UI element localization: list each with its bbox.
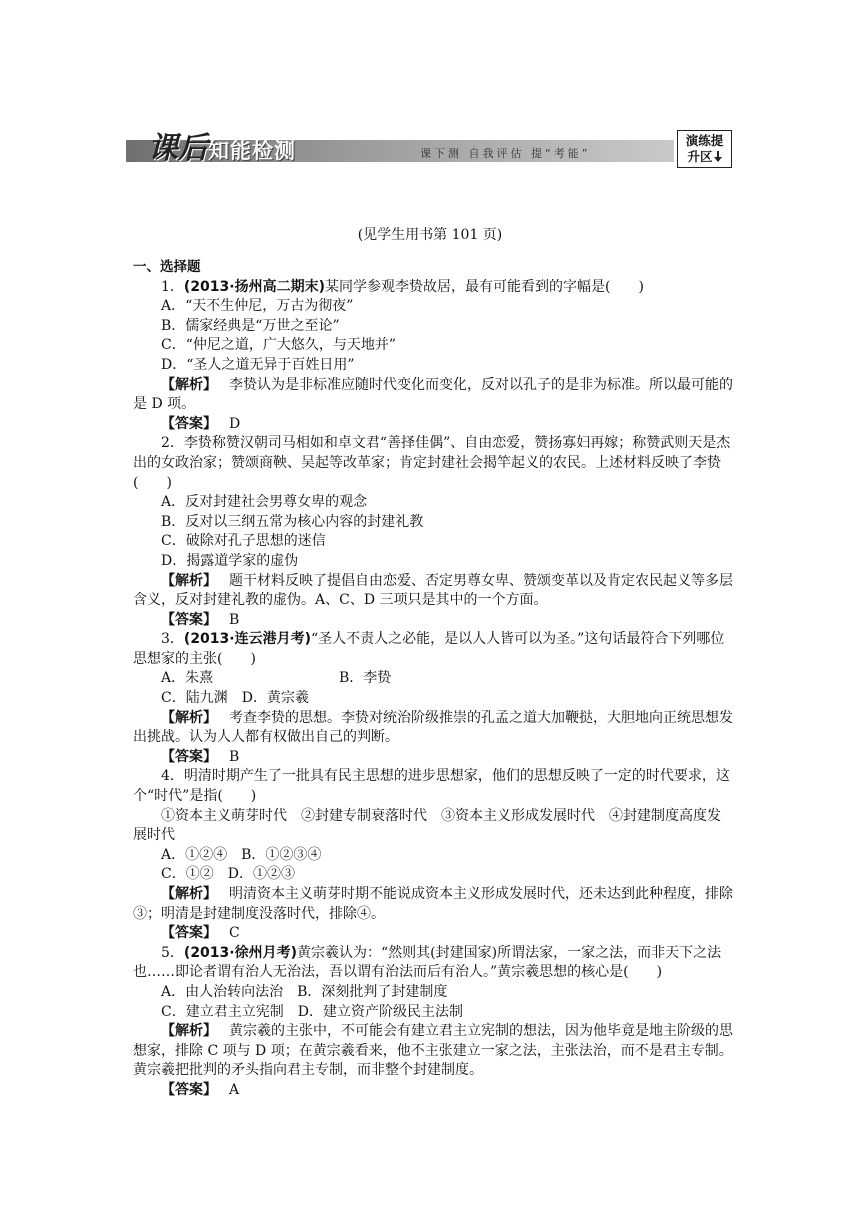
option: B．反对以三纲五常为核心内容的封建礼教 [161, 513, 424, 530]
banner-title-rest: 知能检测 [208, 139, 296, 163]
option: A．反对封建社会男尊女卑的观念 [161, 494, 368, 511]
section-banner [126, 130, 734, 168]
option: D．“圣人之道无异于百姓日用” [161, 356, 355, 373]
arrow-down-icon [714, 151, 722, 162]
answer: 【答案】 B [161, 611, 240, 628]
answer: 【答案】 B [161, 748, 240, 765]
banner-box-line2: 升区 [678, 149, 731, 165]
question-source: (2013·徐州月考) [183, 944, 298, 961]
option: C．破除对孔子思想的迷信 [161, 533, 326, 550]
answer: 【答案】 D [161, 415, 241, 432]
question-statements: ①资本主义萌芽时代 ②封建专制衰落时代 ③资本主义形成发展时代 ④封建制度高度发展时代 [133, 807, 721, 844]
option: B．儒家经典是“万世之至论” [161, 317, 340, 334]
analysis: 【解析】 题干材料反映了提倡自由恋爱、否定男尊女卑、赞颂变革以及肯定农民起义等多层含义，反对封建礼教的虚伪。A、C、D 三项只是其中的一个方面。 [133, 572, 733, 609]
analysis: 【解析】 考查李贽的思想。李贽对统治阶级推崇的孔孟之道大加鞭挞，大胆地向正统思想发出挑战。认为人人都有权做出自己的判断。 [133, 709, 733, 746]
option-row: C．建立君主立宪制 D．建立资产阶级民主法制 [161, 1003, 463, 1020]
banner-subtitle: 课下测 自我评估 提“考能” [420, 147, 591, 160]
question-1: 1．(2013·扬州高二期末)某同学参观李贽故居，最有可能看到的字幅是( ) [161, 278, 644, 295]
reference-note: (见学生用书第 101 页) [357, 227, 503, 243]
question-2: 2．李贽称赞汉朝司马相如和卓文君“善择佳偶”、自由恋爱，赞扬寡妇再嫁；称赞武则天是杰出的女政治家；赞颂商鞅、吴起等改革家；肯定封建社会揭竿起义的农民。上述材料反映了李贽( ) [133, 435, 731, 491]
analysis: 【解析】 黄宗羲的主张中，不可能会有建立君主立宪制的想法，因为他毕竟是地主阶级的思想家，排除 C 项与 D 项；在黄宗羲看来，他不主张建立一家之法，主张法治，而不是君主专制。黄宗羲把批判的矛头指向君主专制，而非整个封建制度。 [133, 1023, 733, 1079]
analysis: 【解析】 李贽认为是非标准应随时代变化而变化，反对以孔子的是非为标准。所以最可能的是 D 项。 [133, 376, 733, 413]
question-list [133, 258, 733, 1101]
option-row: A．①②④ B．①②③④ [161, 846, 322, 863]
question-source: (2013·扬州高二期末) [183, 278, 326, 295]
option-row: A．由人治转向法治 B．深刻批判了封建制度 [161, 983, 448, 1000]
option: D．揭露道学家的虚伪 [161, 552, 299, 569]
question-3: 3．(2013·连云港月考)“圣人不责人之必能，是以人人皆可以为圣。”这句话最符合下列哪位思想家的主张( ) [133, 631, 725, 667]
banner-title-italic: 课后 [148, 131, 208, 166]
option: A．“天不生仲尼，万古为彻夜” [161, 298, 354, 315]
analysis: 【解析】 明清资本主义萌芽时期不能说成资本主义形成发展时代，还未达到此种程度，排除③；明清是封建制度没落时代，排除④。 [133, 886, 733, 922]
question-4: 4．明清时期产生了一批具有民主思想的进步思想家，他们的思想反映了一定的时代要求，这个“时代”是指( ) [133, 768, 730, 805]
option-row: A．朱熹 B．李贽 [161, 670, 392, 687]
section-title: 一、选择题 [133, 259, 201, 275]
answer: 【答案】 C [161, 925, 240, 942]
banner-box [677, 130, 732, 168]
option: C．“仲尼之道，广大悠久，与天地并” [161, 337, 397, 354]
option-row: C．陆九渊 D．黄宗羲 [161, 690, 309, 707]
banner-box-line1: 演练提 [685, 133, 724, 148]
banner-title [148, 132, 296, 166]
answer: 【答案】 A [161, 1081, 240, 1098]
question-source: (2013·连云港月考) [183, 631, 312, 648]
question-5: 5．(2013·徐州月考)黄宗羲认为：“然则其(封建国家)所谓法家，一家之法，而非天下之法也……即论者谓有治人无治法，吾以谓有治法而后有治人。”黄宗羲思想的核心是( ) [133, 944, 722, 981]
option-row: C．①② D．①②③ [161, 866, 295, 883]
